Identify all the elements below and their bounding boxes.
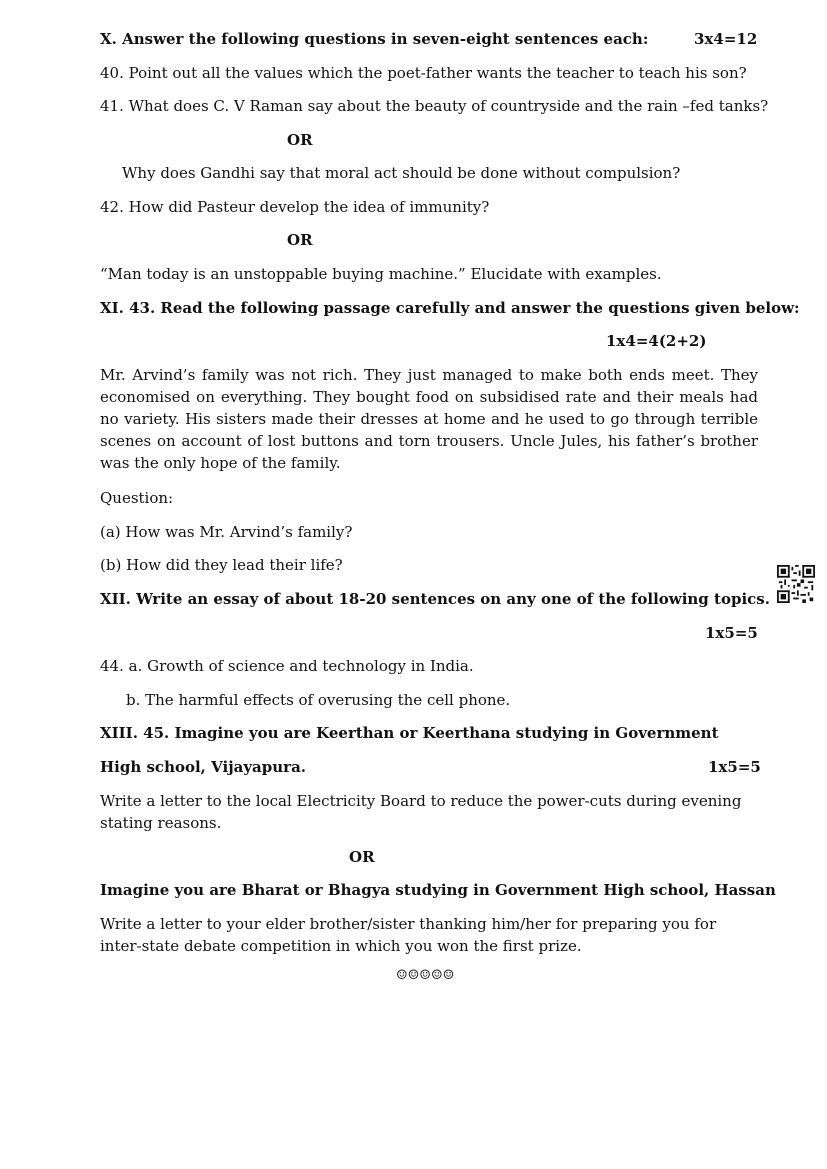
section-x-marks: 3x4=12 xyxy=(694,30,758,48)
section-x-heading: X. Answer the following questions in seven-eight sentences each: xyxy=(100,30,649,48)
letter-task-1: Write a letter to the local Electricity Board to reduce the power-cuts during evening stating reasons. xyxy=(100,792,742,832)
or-separator-1: OR xyxy=(287,131,313,149)
question-41-alternative: Why does Gandhi say that moral act should be done without compulsion? xyxy=(122,164,681,182)
or-separator-3: OR xyxy=(349,848,375,866)
letter-task-2: Write a letter to your elder brother/sister thanking him/her for preparing you for inter-state debate competition in which you won the first prize. xyxy=(100,915,717,955)
smiley-footer: ☺☺☺☺☺ xyxy=(396,968,455,983)
question-42-alternative: “Man today is an unstoppable buying machine.” Elucidate with examples. xyxy=(100,265,662,283)
section-xiii-heading-line2: High school, Vijayapura. xyxy=(100,758,307,776)
essay-topic-a: 44. a. Growth of science and technology in India. xyxy=(100,657,474,675)
section-xii-heading: XII. Write an essay of about 18-20 sentences on any one of the following topics. xyxy=(100,590,770,608)
section-xi-heading: XI. 43. Read the following passage carefully and answer the questions given below: xyxy=(100,299,800,317)
question-43a: (a) How was Mr. Arvind’s family? xyxy=(100,523,353,541)
section-xii-marks: 1x5=5 xyxy=(705,624,758,642)
or-separator-2: OR xyxy=(287,231,313,249)
question-42: 42. How did Pasteur develop the idea of immunity? xyxy=(100,198,490,216)
letter-alt-heading: Imagine you are Bharat or Bhagya studying in Government High school, Hassan xyxy=(100,881,776,899)
essay-topic-b: b. The harmful effects of overusing the cell phone. xyxy=(126,691,511,709)
question-43b: (b) How did they lead their life? xyxy=(100,556,343,574)
section-xiii-marks: 1x5=5 xyxy=(708,758,761,776)
question-40: 40. Point out all the values which the poet-father wants the teacher to teach his son? xyxy=(100,64,747,82)
question-label: Question: xyxy=(100,489,174,507)
section-xi-marks: 1x4=4(2+2) xyxy=(606,332,707,350)
section-xiii-heading-line1: XIII. 45. Imagine you are Keerthan or Keerthana studying in Government xyxy=(100,724,719,742)
question-41: 41. What does C. V Raman say about the beauty of countryside and the rain –fed tanks? xyxy=(100,97,769,115)
qr-code-icon xyxy=(777,565,815,603)
comprehension-passage: Mr. Arvind’s family was not rich. They just managed to make both ends meet. They economised on everything. They bought food on subsidised rate and their meals had no variety. His sisters made their dresses at home and he used to go through terrible scenes on account of lost buttons and torn trousers. Uncle Jules, his father’s brother was the only hope of the family. xyxy=(100,366,758,472)
